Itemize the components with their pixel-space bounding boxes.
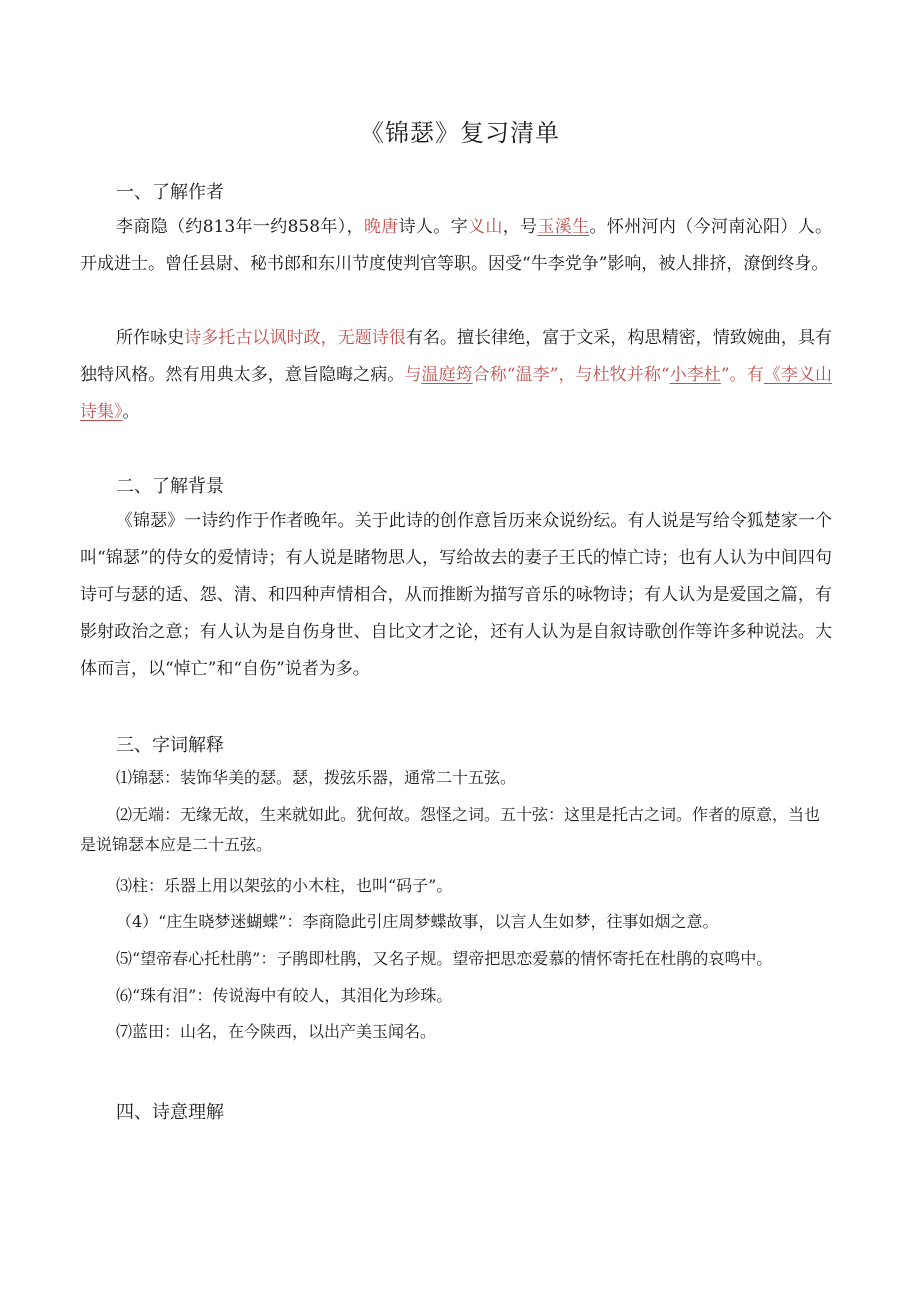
vocab-item-6: ⑹“珠有泪”：传说海中有皎人，其泪化为珍珠。 <box>116 986 453 1005</box>
author-paragraph-1 <box>80 209 832 283</box>
section-heading-poem-meaning: 四、诗意理解 <box>116 1102 224 1123</box>
vocab-item-3: ⑶柱：乐器上用以架弦的小木柱，也叫“码子”。 <box>116 876 453 895</box>
highlight-text: ”。有 <box>720 365 764 385</box>
highlight-little-li-du: 小李杜 <box>669 365 721 385</box>
highlight-text: 合称“温李”，与杜牧并称“ <box>472 365 670 385</box>
highlight-collection-title: 《李义山诗集》 <box>80 365 833 422</box>
vocab-item-1: ⑴锦瑟：装饰华美的瑟。瑟，拨弦乐器，通常二十五弦。 <box>116 768 517 787</box>
highlight-late-tang: 晚唐 <box>363 217 399 237</box>
vocab-item-7: ⑺蓝田：山名，在今陕西，以出产美玉闻名。 <box>116 1022 437 1041</box>
text-run: 诗人。字 <box>398 217 469 237</box>
vocab-item-4: （4）“庄生晓梦迷蝴蝶”：李商隐此引庄周梦蝶故事，以言人生如梦，往事如烟之意。 <box>116 912 719 931</box>
text-run: 李商隐（约813年一约858年）， <box>116 217 364 237</box>
page-title: 《锦瑟》复习清单 <box>360 119 560 147</box>
section-heading-author: 一、了解作者 <box>116 182 224 203</box>
highlight-art-name: 玉溪生 <box>537 217 590 237</box>
highlight-wen-tingyun: 温庭筠 <box>421 365 473 385</box>
vocab-item-5: ⑸“望帝春心托杜鹃”：子鹃即杜鹃，又名子规。望帝把思恋爱慕的情怀寄托在杜鹃的哀鸣中。 <box>116 949 773 968</box>
highlight-poetry-style: 诗多托古以讽时政，无题诗很 <box>184 328 406 348</box>
author-paragraph-2 <box>80 320 832 431</box>
text-run: 。 <box>122 402 140 422</box>
text-run: ，号 <box>502 217 538 237</box>
highlight-text: 与 <box>404 365 422 385</box>
section-heading-vocabulary: 三、字词解释 <box>116 735 224 756</box>
vocab-item-2: ⑵无端：无缘无故，生来就如此。犹何故。怨怪之词。五十弦：这里是托古之词。作者的原意，当也是说锦瑟本应是二十五弦。 <box>80 805 821 854</box>
text-run: 有名。擅长律绝，富于文采，构思精密，情致婉曲，具有独特风格。然有用典太多，意旨隐晦之病。 <box>80 328 833 385</box>
highlight-courtesy-name: 义山 <box>468 217 503 237</box>
text-run: 。怀州河内（今河南沁阳）人。开成进士。曾任县尉、秘书郎和东川节度使判官等职。因受“牛李党争”影响，被人排挤，潦倒终身。 <box>80 217 833 274</box>
background-paragraph: 《锦瑟》一诗约作于作者晚年。关于此诗的创作意旨历来众说纷纭。有人说是写给令狐楚家一个叫“锦瑟”的侍女的爱情诗；有人说是睹物思人，写给故去的妻子王氏的悼亡诗；也有人认为中间四句诗可与瑟的适、怨、清、和四种声情相合，从而推断为描写音乐的咏物诗；有人认为是爱国之篇，有影射政治之意；有人认为是自伤身世、自比文才之论，还有人认为是自叙诗歌创作等许多种说法。大体而言，以“悼亡”和“自伤”说者为多。 <box>80 511 832 679</box>
text-run: 所作咏史 <box>116 328 185 348</box>
section-heading-background: 二、了解背景 <box>116 476 224 497</box>
